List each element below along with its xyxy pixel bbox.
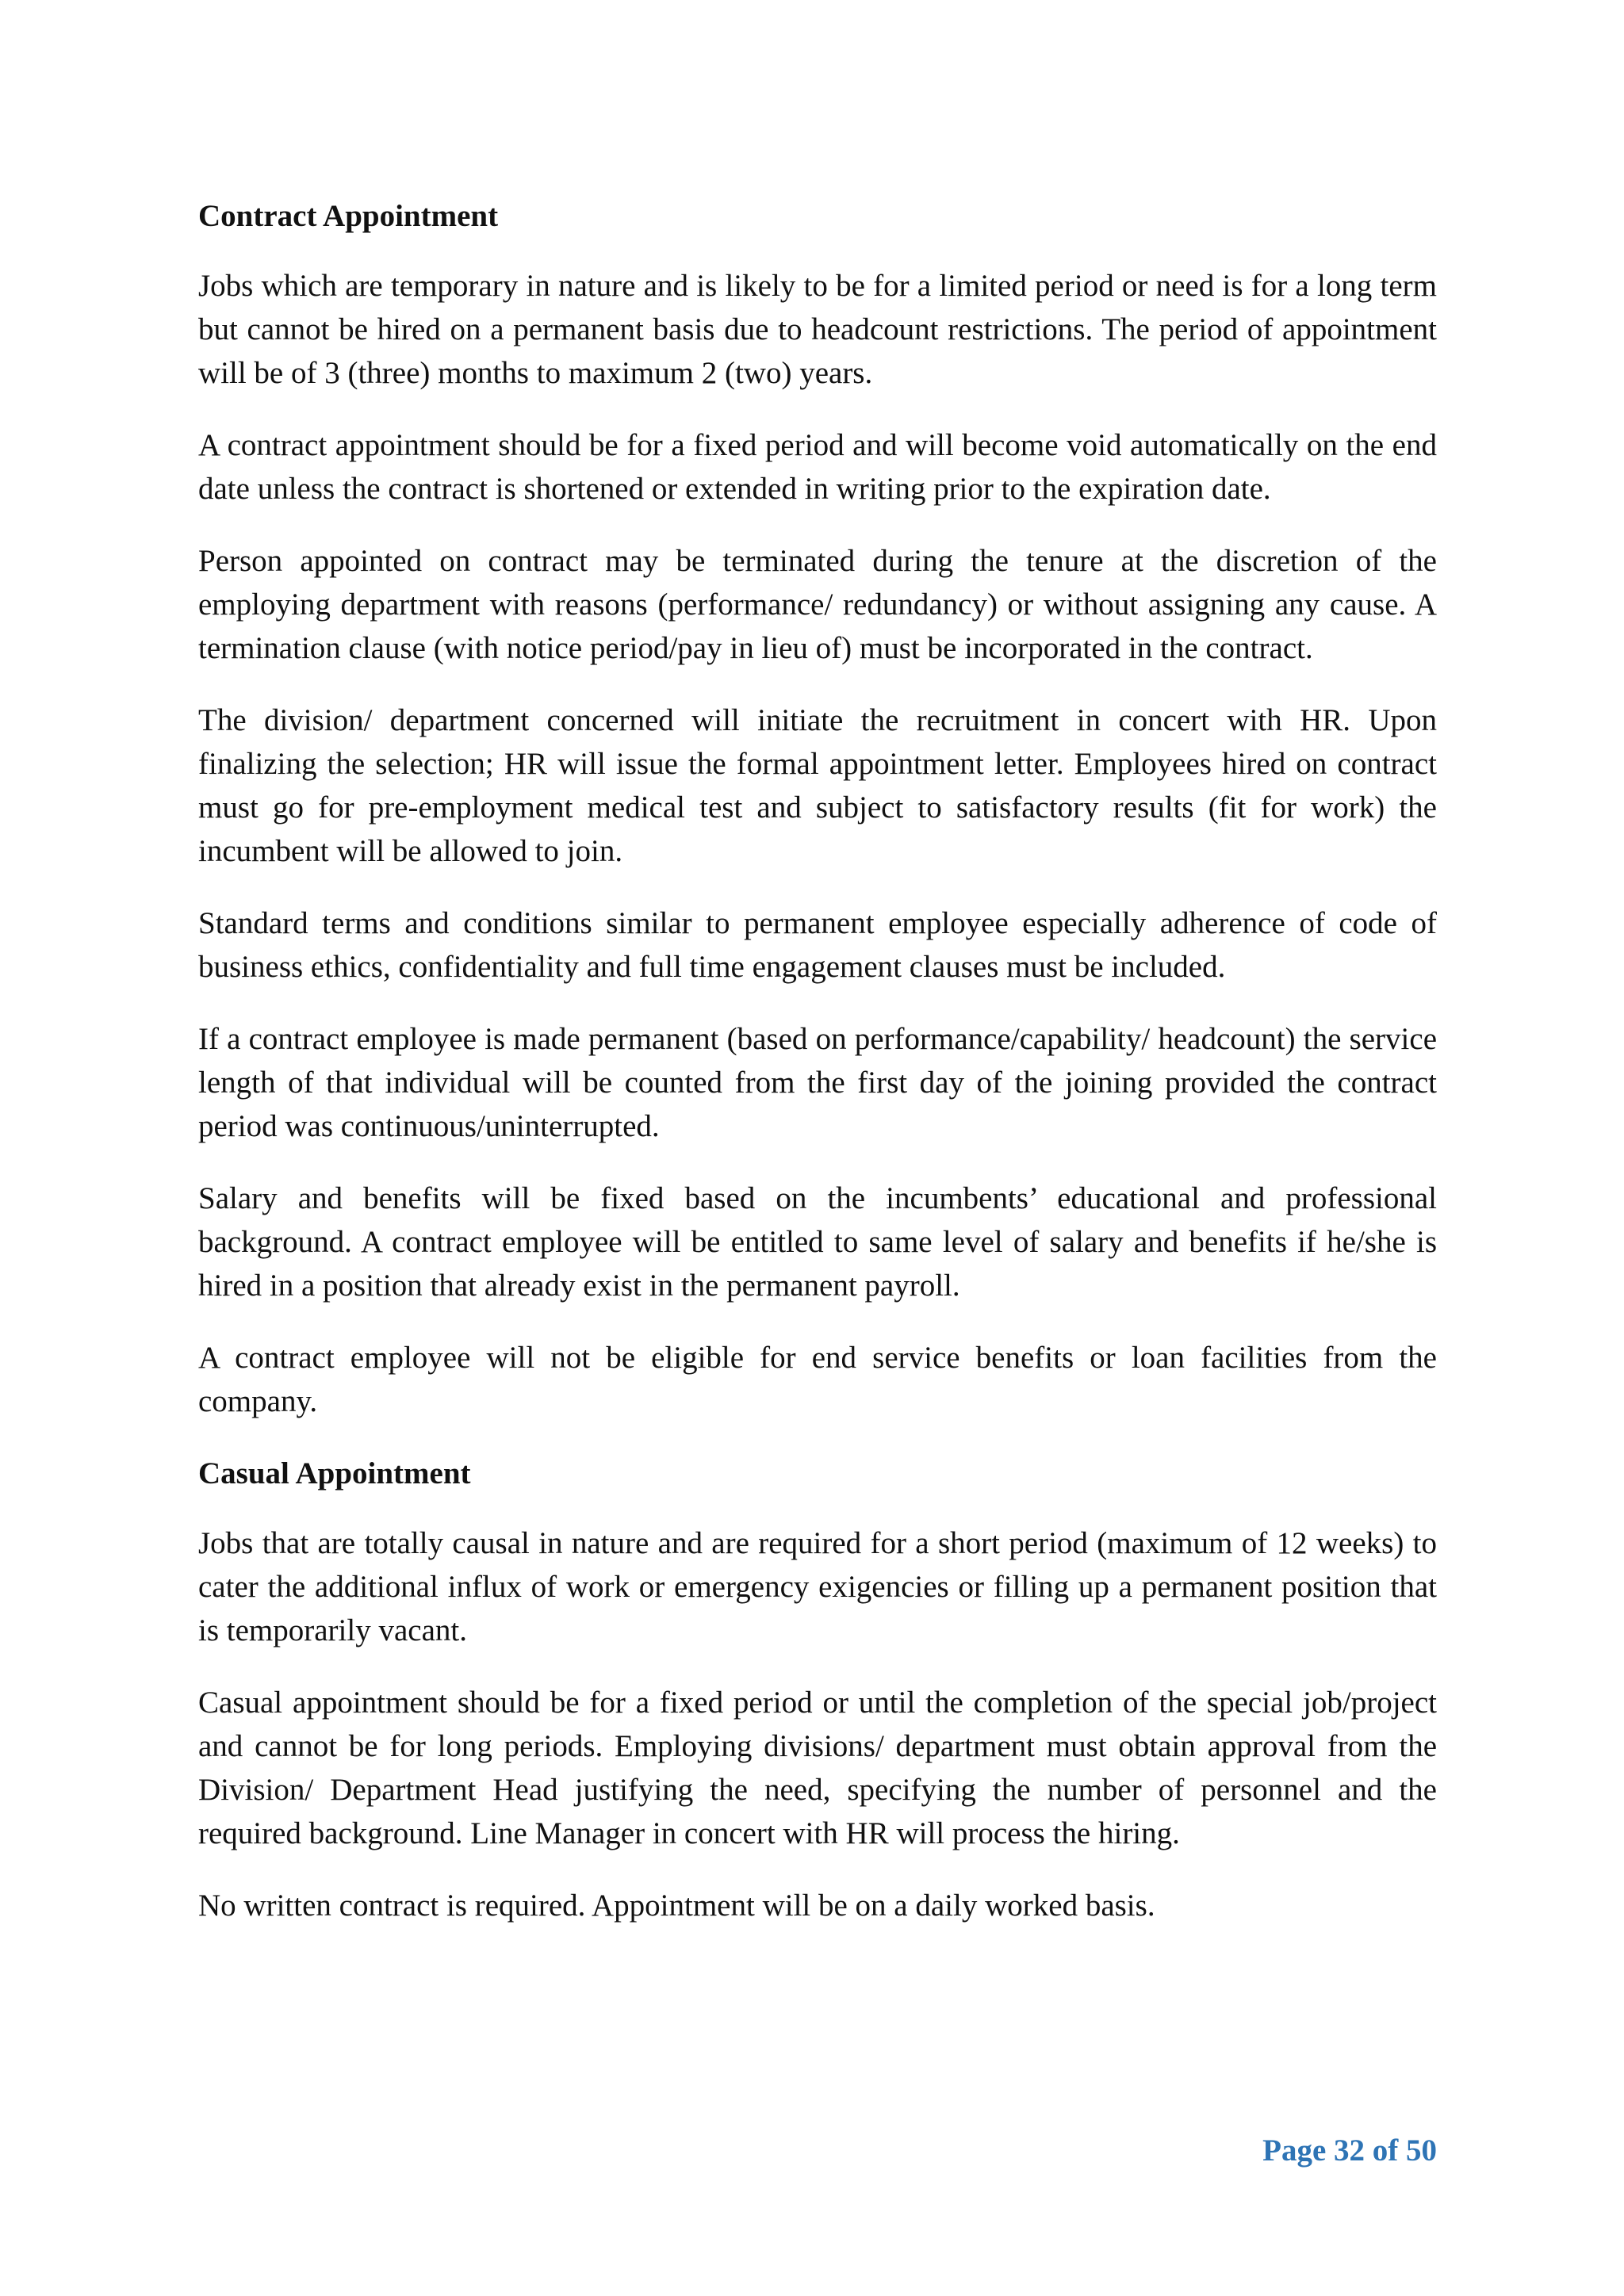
section-heading-casual-appointment: Casual Appointment	[198, 1456, 471, 1490]
document-body	[198, 194, 1437, 1956]
paragraph: A contract employee will not be eligible for end service benefits or loan facilities from the company.	[198, 1341, 1437, 1418]
page-number: Page 32 of 50	[1262, 2133, 1437, 2168]
paragraph: A contract appointment should be for a fixed period and will become void automatically on the end date unless the contract is shortened or extended in writing prior to the expiration date.	[198, 428, 1437, 506]
paragraph: No written contract is required. Appointment will be on a daily worked basis.	[198, 1888, 1155, 1923]
paragraph: Salary and benefits will be fixed based on the incumbents’ educational and professional background. A contract employee will be entitled to same level of salary and benefits if he/she is hired in a position that already exist in the permanent payroll.	[198, 1181, 1437, 1303]
paragraph: Standard terms and conditions similar to permanent employee especially adherence of code of business ethics, confidentiality and full time engagement clauses must be included.	[198, 906, 1437, 984]
paragraph: Jobs which are temporary in nature and is likely to be for a limited period or need is for a long term but cannot be hired on a permanent basis due to headcount restrictions. The period of appointment will be of 3 (three) months to maximum 2 (two) years.	[198, 269, 1437, 390]
paragraph: If a contract employee is made permanent (based on performance/capability/ headcount) the service length of that individual will be counted from the first day of the joining provided the contract period was continuous/uninterrupted.	[198, 1022, 1437, 1143]
paragraph: Casual appointment should be for a fixed period or until the completion of the special job/project and cannot be for long periods. Employing divisions/ department must obtain approval from the Division/ Department Head justifying the need, specifying the number of personnel and the required background. Line Manager in concert with HR will process the hiring.	[198, 1686, 1437, 1850]
paragraph: Jobs that are totally causal in nature and are required for a short period (maximum of 12 weeks) to cater the additional influx of work or emergency exigencies or filling up a permanent position that is temporarily vacant.	[198, 1526, 1437, 1647]
paragraph: The division/ department concerned will initiate the recruitment in concert with HR. Upon finalizing the selection; HR will issue the formal appointment letter. Employees hired on contract must go for pre-employment medical test and subject to satisfactory results (fit for work) the incumbent will be allowed to join.	[198, 703, 1437, 868]
paragraph: Person appointed on contract may be terminated during the tenure at the discretion of the employing department with reasons (performance/ redundancy) or without assigning any cause. A termination clause (with notice period/pay in lieu of) must be incorporated in the contract.	[198, 544, 1437, 665]
section-heading-contract-appointment: Contract Appointment	[198, 199, 499, 233]
